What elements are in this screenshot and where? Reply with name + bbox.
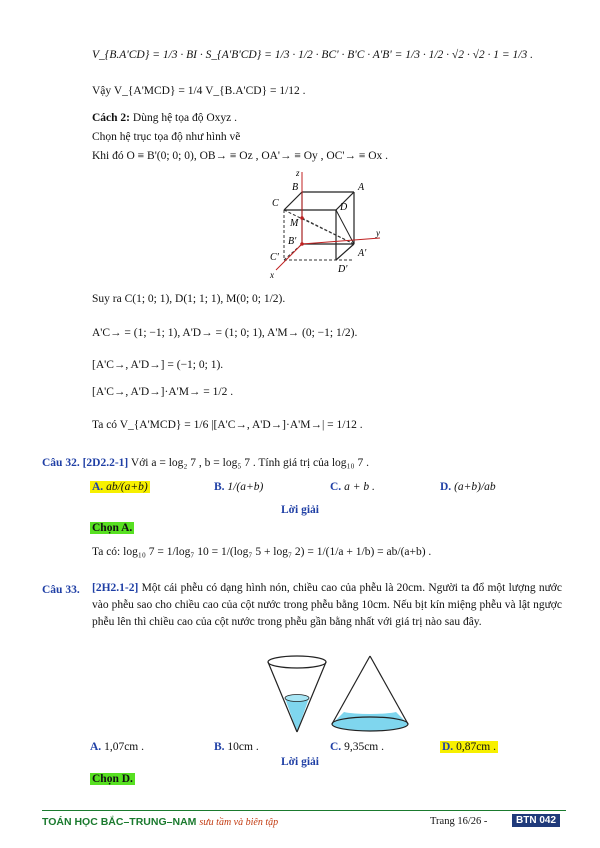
q33-option-b-text: 10cm .	[227, 741, 259, 753]
q32-option-d[interactable]	[440, 480, 496, 494]
q33-option-a[interactable]	[90, 740, 144, 754]
q33-option-c-key: C.	[330, 741, 342, 753]
q33-answer-text: Chọn D.	[92, 773, 133, 785]
method-2-heading	[92, 111, 237, 125]
cube-figure	[262, 166, 392, 282]
cube-label-x: x	[270, 270, 274, 280]
cube-label-a: A	[358, 182, 365, 193]
q32-option-d-key: D.	[440, 481, 452, 493]
footer-divider	[42, 810, 566, 811]
cube-label-a-prime: A'	[358, 248, 367, 259]
q32-answer	[90, 521, 134, 535]
q33-option-d[interactable]	[440, 740, 498, 754]
q32-answer-text: Chọn A.	[92, 522, 133, 534]
footer-brand	[42, 816, 278, 828]
q33-option-c-text: 9,35cm .	[344, 741, 384, 753]
cube-label-b: B	[292, 182, 299, 193]
q32-option-c-text: a + b .	[344, 481, 375, 493]
footer-badge: BTN 042	[512, 814, 560, 827]
question-32-code: [2D2.2-1]	[82, 457, 129, 469]
footer-brand-name: TOÁN HỌC BẮC–TRUNG–NAM	[42, 816, 197, 828]
mixed-product-text: [A'C→, A'D→]·A'M→ = 1/2 .	[92, 386, 234, 398]
question-33-code: [2H2.1-2]	[92, 582, 139, 594]
q33-option-d-text: 0,87cm .	[456, 741, 496, 753]
q33-option-b[interactable]	[214, 740, 259, 754]
q33-option-d-key: D.	[442, 741, 454, 753]
footer-page-number: Trang 16/26 -	[430, 816, 488, 827]
q33-option-c[interactable]	[330, 740, 384, 754]
footer-tagline: sưu tầm và biên tập	[199, 817, 279, 828]
question-33-label-row	[42, 583, 80, 597]
vectors-text: A'C→ = (1; −1; 1), A'D→ = (1; 0; 1), A'M→ (0; −1; 1/2).	[92, 327, 358, 339]
question-33-text: Một cái phễu có dạng hình nón, chiều cao của phễu là 20cm. Người ta đổ một lượng nước vào phễu sao cho chiều cao của cột nước trong phễu bằng 10cm. Nếu bịt kín miệng phễu và lật ngược phễu lên thì chiều cao của cột nước trong phễu gần bằng nhất với giá trị nào sau đây.	[92, 582, 562, 628]
q33-solution-title: Lời giải	[281, 756, 319, 768]
cube-label-y: y	[376, 228, 380, 238]
q33-option-a-text: 1,07cm .	[104, 741, 144, 753]
q32-option-b-key: B.	[214, 481, 225, 493]
question-32	[42, 456, 369, 470]
q32-solution: Ta có: log₁₀ 7 = 1/log₇ 10 = 1/(log₇ 5 + log₇ 2) = 1/(1/a + 1/b) = ab/(a+b) .	[92, 546, 432, 558]
axis-mapping-text: Khi đó O ≡ B'(0; 0; 0), OB→ ≡ Oz , OA'→ ≡ Oy , OC'→ ≡ Ox .	[92, 150, 389, 162]
formula-volume-b: V_{B.A'CD} = 1/3 · BI · S_{A'B'CD} = 1/3 · 1/2 · BC' · B'C · A'B' = 1/3 · 1/2 · √2 · √2 · 1 = 1/3 .	[92, 49, 533, 61]
cube-label-c-prime: C'	[270, 252, 279, 263]
funnel-figure	[262, 654, 412, 738]
q32-option-c[interactable]	[330, 480, 375, 494]
q32-option-c-key: C.	[330, 481, 342, 493]
formula-conclusion: Vậy V_{A'MCD} = 1/4 V_{B.A'CD} = 1/12 .	[92, 85, 306, 97]
method-2-text: Dùng hệ tọa độ Oxyz .	[132, 112, 238, 124]
q32-option-a-key: A.	[92, 481, 104, 493]
volume-result-text: Ta có V_{A'MCD} = 1/6 |[A'C→, A'D→]·A'M→| = 1/12 .	[92, 419, 363, 431]
cube-label-d: D	[340, 202, 348, 213]
q33-option-a-key: A.	[90, 741, 102, 753]
cross-product-text: [A'C→, A'D→] = (−1; 0; 1).	[92, 359, 224, 371]
question-33-label: Câu 33.	[42, 584, 80, 596]
cube-label-c: C	[272, 198, 279, 209]
question-33-body	[92, 580, 562, 631]
method-2-title: Cách 2:	[92, 112, 131, 124]
cube-label-m: M	[290, 218, 299, 229]
q32-option-b-text: 1/(a+b)	[227, 481, 264, 493]
q33-option-b-key: B.	[214, 741, 225, 753]
question-32-text: Với a = log₂ 7 , b = log₅ 7 . Tính giá trị của log₁₀ 7 .	[130, 457, 369, 469]
coordinates-text: Suy ra C(1; 0; 1), D(1; 1; 1), M(0; 0; 1/2).	[92, 293, 286, 305]
cube-label-b-prime: B'	[288, 236, 297, 247]
cube-label-z: z	[296, 168, 300, 178]
q32-solution-title: Lời giải	[281, 504, 319, 516]
q32-option-b[interactable]	[214, 480, 263, 494]
question-32-label: Câu 32.	[42, 457, 80, 469]
q32-option-a-text: ab/(a+b)	[106, 481, 148, 493]
q33-answer	[90, 772, 135, 786]
axis-choice-text: Chọn hệ trục tọa độ như hình vẽ	[92, 131, 241, 143]
q32-option-d-text: (a+b)/ab	[454, 481, 496, 493]
q32-option-a[interactable]	[90, 480, 150, 494]
cube-label-d-prime: D'	[338, 264, 348, 275]
